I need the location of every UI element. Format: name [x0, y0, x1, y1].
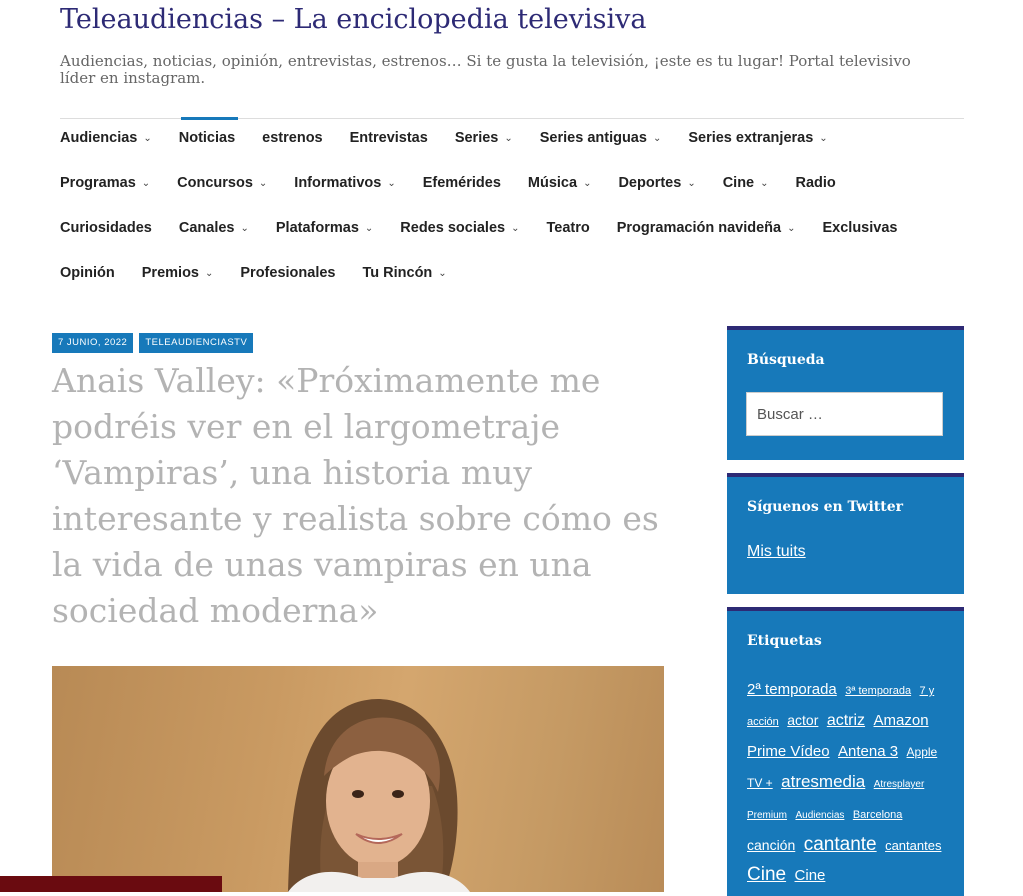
nav-item-label: Curiosidades: [60, 220, 152, 236]
chevron-down-icon: ⌄: [364, 222, 374, 234]
nav-item-label: Deportes: [618, 175, 682, 191]
site-description: Audiencias, noticias, opinión, entrevistas, estrenos… Si te gusta la televisión, ¡este es tu lugar! Portal televisivo líder en instagram.: [60, 52, 911, 87]
nav-item-teatro[interactable]: [546, 220, 589, 236]
nav-item-premios[interactable]: [142, 265, 214, 281]
nav-item-label: Series: [454, 130, 499, 146]
nav-item-label: Efemérides: [422, 175, 501, 191]
site-title[interactable]: Teleaudiencias – La enciclopedia televisiva: [60, 4, 647, 35]
nav-item-informativos[interactable]: [294, 175, 395, 191]
tag-link[interactable]: cantantes: [885, 838, 942, 853]
nav-item-label: Series antiguas: [539, 130, 647, 146]
nav-item-label: Series extranjeras: [688, 130, 814, 146]
tag-link[interactable]: Audiencias: [795, 810, 845, 821]
nav-item-label: Exclusivas: [822, 220, 898, 236]
nav-item-exclusivas[interactable]: [823, 220, 898, 236]
nav-item-label: Redes sociales: [400, 220, 506, 236]
tag-link[interactable]: 2ª temporada: [747, 681, 837, 698]
tag-link[interactable]: Apple TV +: [747, 745, 938, 790]
search-widget: [727, 326, 964, 460]
nav-item-plataformas[interactable]: [276, 220, 373, 236]
tag-link[interactable]: 7 y acción: [747, 685, 935, 728]
nav-item-series-extranjeras[interactable]: [688, 130, 827, 146]
post-meta: [52, 333, 253, 353]
chevron-down-icon: ⌄: [205, 267, 214, 279]
nav-item-label: Audiencias: [60, 130, 138, 146]
chevron-down-icon: ⌄: [583, 177, 592, 189]
nav-item-programación-navideña[interactable]: [617, 220, 796, 236]
nav-item-concursos[interactable]: [177, 175, 267, 191]
chevron-down-icon: ⌄: [438, 267, 447, 279]
nav-item-label: Cine: [722, 175, 755, 191]
tag-link[interactable]: canción: [747, 837, 796, 853]
tag-link[interactable]: Amazon Prime Vídeo: [747, 712, 929, 760]
nav-item-label: Programación navideña: [616, 220, 782, 236]
post-date-badge[interactable]: 7 JUNIO, 2022: [52, 333, 133, 353]
nav-item-label: Opinión: [60, 265, 115, 281]
post-author-badge[interactable]: TELEAUDIENCIASTV: [139, 333, 253, 353]
nav-active-indicator: [181, 117, 238, 120]
nav-item-programas[interactable]: [60, 175, 150, 191]
tag-link[interactable]: actor: [787, 712, 819, 728]
nav-item-audiencias[interactable]: [60, 130, 152, 146]
nav-item-música[interactable]: [528, 175, 592, 191]
nav-item-series-antiguas[interactable]: [540, 130, 662, 146]
twitter-widget: [727, 473, 964, 594]
nav-item-curiosidades[interactable]: [60, 220, 152, 236]
chevron-down-icon: ⌄: [760, 177, 769, 189]
nav-item-label: Noticias: [178, 130, 236, 146]
tag-link[interactable]: 3ª temporada: [845, 685, 912, 697]
chevron-down-icon: ⌄: [787, 222, 796, 234]
nav-item-label: Informativos: [294, 175, 382, 191]
twitter-link[interactable]: Mis tuits: [747, 543, 806, 560]
nav-item-label: Radio: [795, 175, 836, 191]
nav-row-1: [60, 128, 855, 148]
chevron-down-icon: ⌄: [141, 177, 151, 189]
tag-link[interactable]: Cine: [747, 864, 787, 885]
featured-image[interactable]: [52, 666, 664, 892]
nav-item-efemérides[interactable]: [423, 175, 501, 191]
chevron-down-icon: ⌄: [504, 132, 513, 144]
nav-item-tu-rincón[interactable]: [362, 265, 446, 281]
tags-widget: [727, 607, 964, 896]
nav-item-label: Entrevistas: [349, 130, 428, 146]
nav-item-series[interactable]: [455, 130, 513, 146]
chevron-down-icon: ⌄: [387, 177, 396, 189]
chevron-down-icon: ⌄: [511, 222, 520, 234]
nav-item-label: Teatro: [546, 220, 590, 236]
nav-item-label: Concursos: [177, 175, 253, 191]
nav-item-profesionales[interactable]: [240, 265, 335, 281]
nav-item-noticias[interactable]: [179, 130, 235, 146]
nav-item-radio[interactable]: [796, 175, 836, 191]
nav-row-3: [60, 218, 924, 238]
twitter-widget-title: Síguenos en Twitter: [747, 499, 904, 515]
nav-item-label: Tu Rincón: [362, 265, 433, 281]
portrait-illustration: [52, 666, 664, 892]
nav-item-label: Música: [527, 175, 578, 191]
nav-item-redes-sociales[interactable]: [400, 220, 519, 236]
nav-item-label: Programas: [60, 175, 136, 191]
nav-item-cine[interactable]: [723, 175, 769, 191]
tag-cloud: [747, 675, 947, 890]
nav-item-label: Premios: [141, 265, 199, 281]
search-widget-title: Búsqueda: [747, 352, 825, 368]
nav-item-label: Canales: [178, 220, 235, 236]
tags-widget-title: Etiquetas: [747, 633, 822, 649]
nav-item-entrevistas[interactable]: [350, 130, 428, 146]
chevron-down-icon: ⌄: [687, 177, 696, 189]
nav-item-label: Profesionales: [240, 265, 336, 281]
nav-row-4: [60, 263, 474, 283]
tag-link[interactable]: cantante: [803, 834, 877, 855]
tag-link[interactable]: Antena 3: [838, 743, 899, 760]
tag-link[interactable]: actriz: [826, 712, 866, 729]
tag-link[interactable]: atresmedia: [781, 772, 866, 791]
nav-item-label: estrenos: [262, 130, 323, 146]
chevron-down-icon: ⌄: [258, 177, 268, 189]
chevron-down-icon: ⌄: [143, 132, 152, 144]
post-title[interactable]: Anais Valley: «Próximamente me podréis ver en el largometraje ‘Vampiras’, una historia muy interesante y realista sobre cómo es la vida de unas vampiras en una sociedad moderna»: [52, 361, 659, 630]
search-input[interactable]: [746, 392, 943, 436]
nav-item-estrenos[interactable]: [262, 130, 322, 146]
chevron-down-icon: ⌄: [240, 222, 249, 234]
nav-item-canales[interactable]: [179, 220, 249, 236]
chevron-down-icon: ⌄: [652, 132, 662, 144]
nav-row-2: [60, 173, 863, 193]
tag-link[interactable]: Cine: [794, 867, 826, 884]
bottom-banner-bar: [0, 876, 222, 892]
tag-link[interactable]: Barcelona: [852, 809, 903, 821]
nav-item-deportes[interactable]: [618, 175, 695, 191]
nav-item-label: Plataformas: [275, 220, 359, 236]
chevron-down-icon: ⌄: [819, 132, 828, 144]
nav-item-opinión[interactable]: [60, 265, 115, 281]
tag-link[interactable]: Atresplayer Premium: [747, 779, 925, 821]
